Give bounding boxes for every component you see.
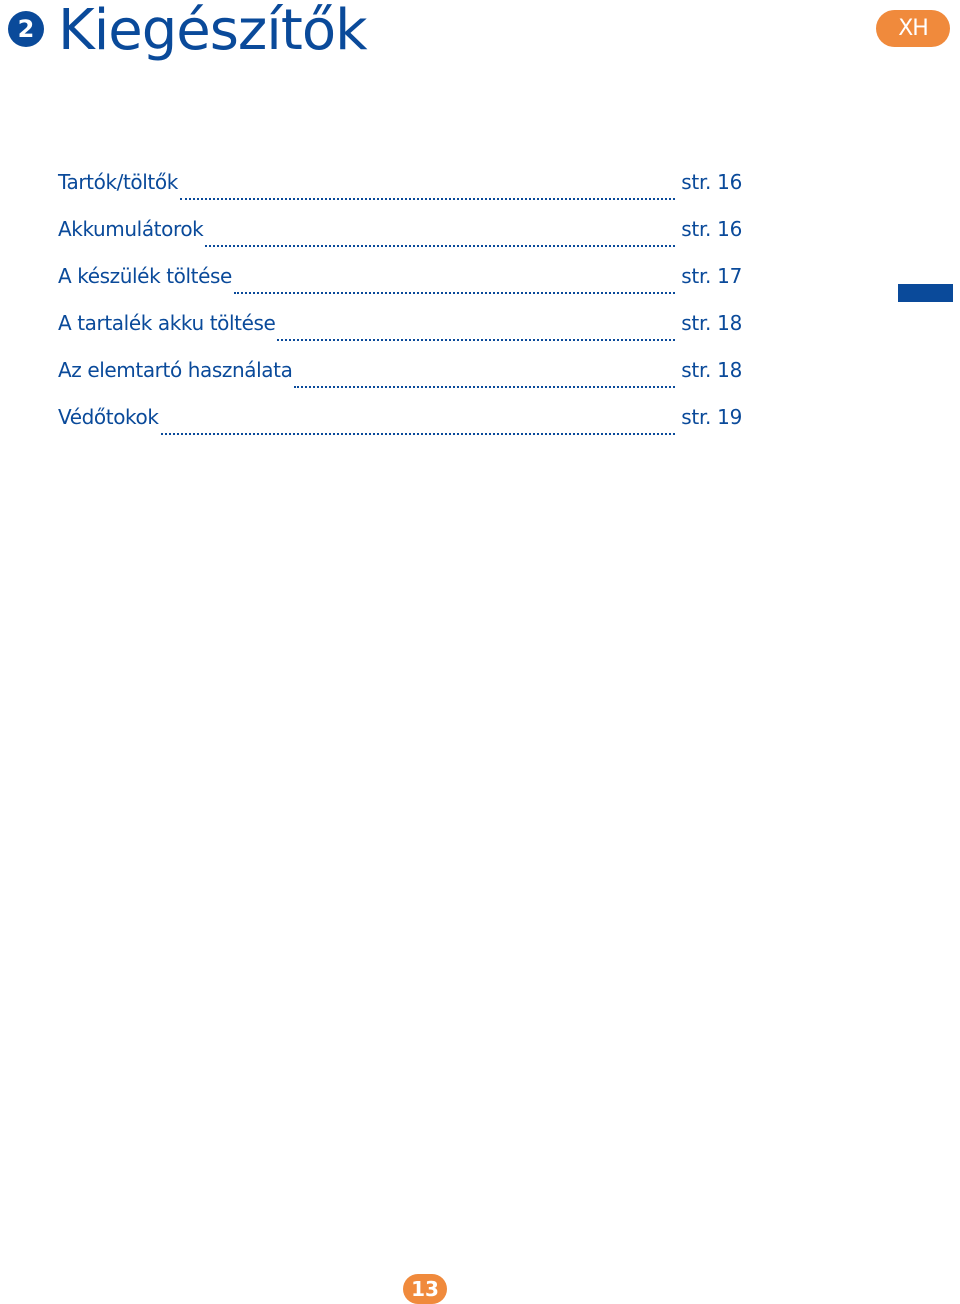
toc-leader-dots [161,431,676,435]
toc-entry-page: str. 16 [681,217,742,241]
toc-entry-page: str. 17 [681,264,742,288]
toc-entry[interactable] [58,307,742,354]
toc-entry[interactable] [58,166,742,213]
toc-entry-label: Akkumulátorok [58,217,204,241]
toc-entry[interactable] [58,401,742,448]
toc-leader-dots [180,196,675,200]
toc-entry-page: str. 19 [681,405,742,429]
page-number-badge: 13 [403,1274,447,1304]
toc-entry-label: Védőtokok [58,405,159,429]
toc-leader-dots [234,290,675,294]
table-of-contents [58,166,742,448]
chapter-number-badge: 2 [8,11,44,47]
toc-entry-label: A készülék töltése [58,264,232,288]
toc-leader-dots [205,243,675,247]
language-badge: XH [876,10,950,47]
toc-entry[interactable] [58,213,742,260]
toc-entry-page: str. 18 [681,311,742,335]
toc-entry-page: str. 16 [681,170,742,194]
toc-leader-dots [277,337,675,341]
toc-entry-label: A tartalék akku töltése [58,311,276,335]
toc-entry-page: str. 18 [681,358,742,382]
toc-entry[interactable] [58,260,742,307]
toc-entry[interactable] [58,354,742,401]
toc-entry-label: Tartók/töltők [58,170,178,194]
section-tab-marker [898,284,953,302]
toc-entry-label: Az elemtartó használata [58,358,293,382]
toc-leader-dots [294,384,675,388]
page-title: Kiegészítők [58,0,367,63]
